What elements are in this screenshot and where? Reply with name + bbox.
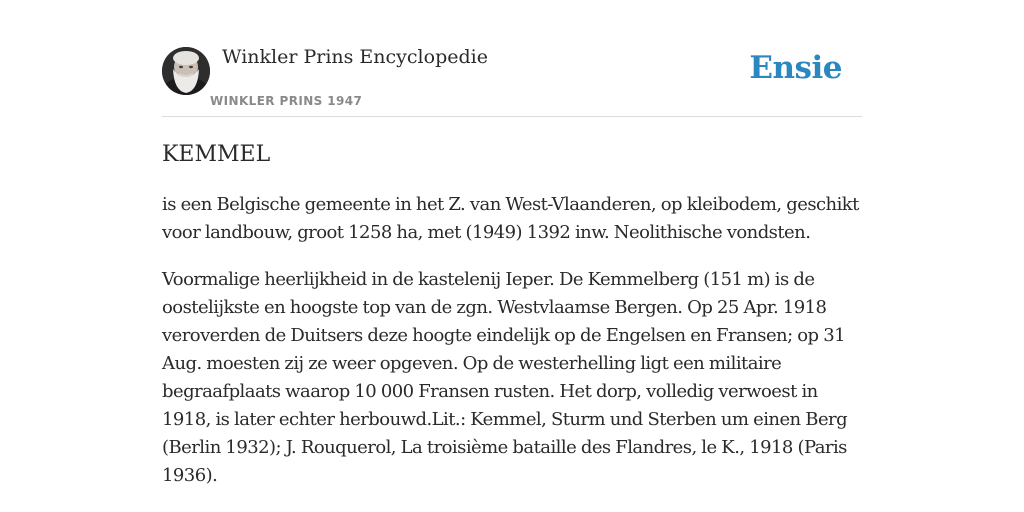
article: [162, 140, 862, 509]
brand-logo[interactable]: Ensie: [749, 50, 842, 86]
author-avatar[interactable]: [162, 47, 210, 95]
bearded-man-portrait-icon: [162, 47, 210, 95]
article-title: KEMMEL: [162, 142, 271, 167]
header: [162, 44, 862, 117]
source-subtitle: WINKLER PRINS 1947: [210, 94, 363, 108]
source-title[interactable]: Winkler Prins Encyclopedie: [222, 46, 488, 68]
article-paragraph: Voormalige heerlijkheid in de kastelenij Ieper. De Kemmelberg (151 m) is de oostelijkste en hoogste top van de zgn. Westvlaamse Bergen. Op 25 Apr. 1918 veroverden de Duitsers deze hoogte eindelijk op de Engelsen en Fransen; op 31 Aug. moesten zij ze weer opgeven. Op de westerhelling ligt een militaire begraafplaats waarop 10 000 Fransen rusten. Het dorp, volledig verwoest in 1918, is later echter herbouwd.Lit.: Kemmel, Sturm und Sterben um einen Berg (Berlin 1932); J. Rouquerol, La troisième bataille des Flandres, le K., 1918 (Paris 1936).: [162, 269, 848, 486]
article-paragraph: is een Belgische gemeente in het Z. van West-Vlaanderen, op kleibodem, geschikt voor landbouw, groot 1258 ha, met (1949) 1392 inw. Neolithische vondsten.: [162, 194, 859, 243]
